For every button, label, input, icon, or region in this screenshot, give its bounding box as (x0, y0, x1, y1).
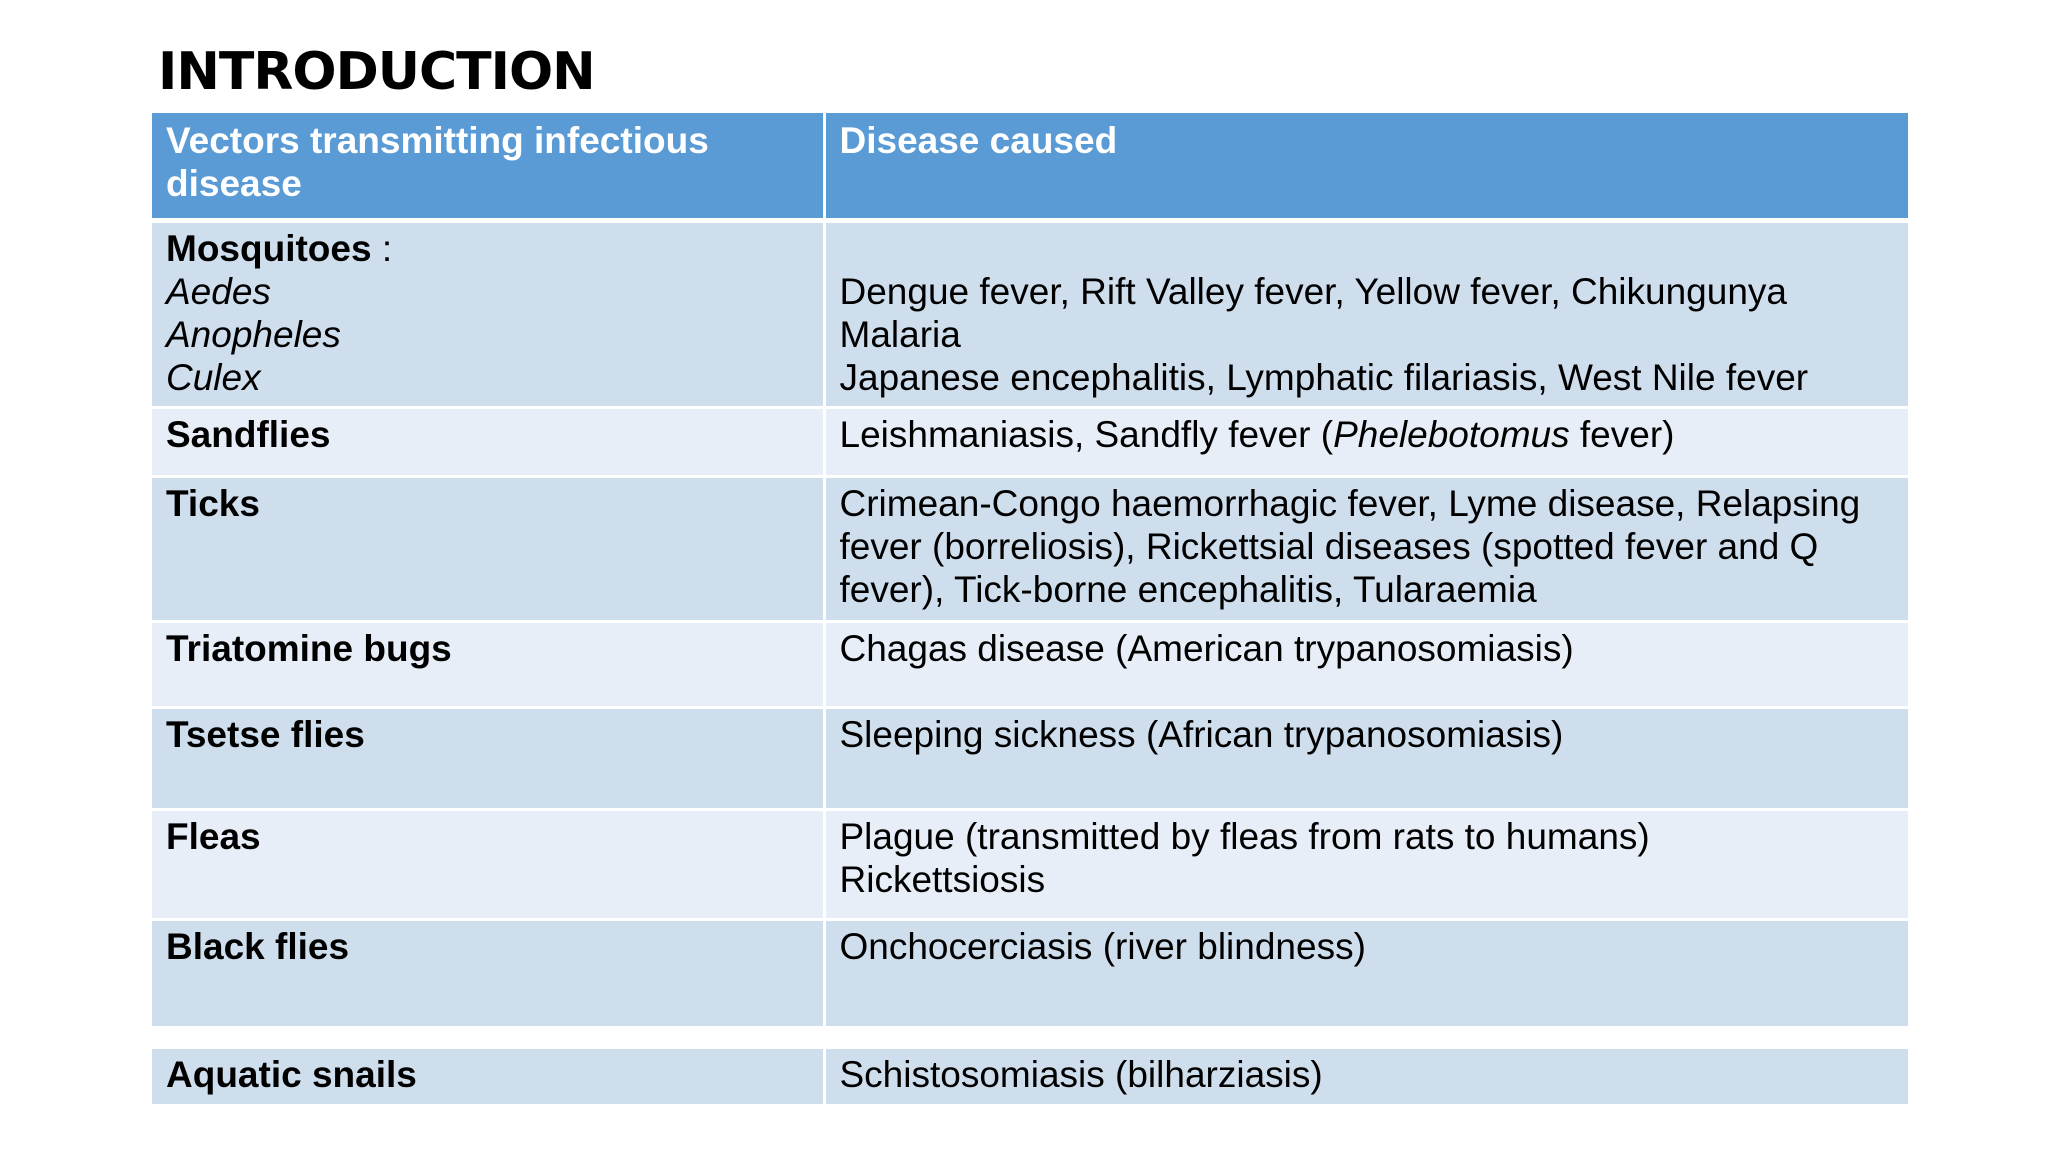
table-row-snails (152, 1049, 1908, 1105)
disease-cell-blackflies: Onchocerciasis (river blindness) (824, 919, 1908, 1027)
vector-disease-table (152, 113, 1908, 1107)
disease-culex: Japanese encephalitis, Lymphatic filariasis, West Nile fever (839, 356, 1809, 398)
disease-cell-mosquitoes (824, 220, 1908, 407)
table-row-triatomine (152, 621, 1908, 707)
vector-name-fleas: Fleas (166, 815, 261, 857)
disease-cell-ticks: Crimean-Congo haemorrhagic fever, Lyme disease, Relapsing fever (borreliosis), Rickettsial diseases (spotted fever and Q fever), Tick-borne encephalitis, Tularaemia (824, 476, 1908, 621)
vector-name-snails: Aquatic snails (166, 1054, 417, 1095)
vector-cell-tsetse (152, 707, 824, 809)
header-disease: Disease caused (824, 113, 1908, 220)
disease-sandflies-part1: Leishmaniasis, Sandfly fever ( (839, 413, 1334, 455)
table-row-sandflies (152, 407, 1908, 476)
table-spacer-row (152, 1027, 1908, 1049)
vector-cell-triatomine (152, 621, 824, 707)
disease-fleas-rickettsiosis: Rickettsiosis (839, 858, 1046, 900)
table-row-tsetse (152, 707, 1908, 809)
disease-aedes: Dengue fever, Rift Valley fever, Yellow fever, Chikungunya (839, 270, 1787, 312)
disease-anopheles: Malaria (839, 313, 961, 355)
disease-cell-tsetse: Sleeping sickness (African trypanosomiasis) (824, 707, 1908, 809)
slide-title: INTRODUCTION (158, 42, 595, 102)
vector-name-mosquitoes: Mosquitoes (166, 227, 372, 269)
table-row-mosquitoes (152, 220, 1908, 407)
table-row-ticks (152, 476, 1908, 621)
species-aedes: Aedes (166, 270, 271, 312)
table-row-fleas (152, 809, 1908, 919)
vector-name-tsetse: Tsetse flies (166, 713, 365, 755)
disease-cell-triatomine: Chagas disease (American trypanosomiasis) (824, 621, 1908, 707)
disease-cell-snails: Schistosomiasis (bilharziasis) (824, 1049, 1908, 1105)
vector-name-ticks: Ticks (166, 482, 260, 524)
vector-cell-blackflies (152, 919, 824, 1027)
header-vectors: Vectors transmitting infectious disease (152, 113, 824, 220)
disease-fleas-plague: Plague (transmitted by fleas from rats to humans) (839, 815, 1650, 857)
disease-cell-sandflies (824, 407, 1908, 476)
table-header-row (152, 113, 1908, 220)
vector-cell-fleas (152, 809, 824, 919)
table-row-blackflies (152, 919, 1908, 1027)
species-anopheles: Anopheles (166, 313, 341, 355)
vector-name-triatomine: Triatomine bugs (166, 627, 452, 669)
vector-cell-snails (152, 1049, 824, 1105)
disease-sandflies-italic: Phelebotomus (1333, 413, 1570, 455)
vector-name-blackflies: Black flies (166, 925, 350, 967)
vector-cell-mosquitoes (152, 220, 824, 407)
vector-name-sandflies: Sandflies (166, 413, 331, 455)
vector-cell-ticks (152, 476, 824, 621)
vector-cell-sandflies (152, 407, 824, 476)
species-culex: Culex (166, 356, 261, 398)
disease-sandflies-part2: fever) (1569, 413, 1675, 455)
disease-cell-fleas (824, 809, 1908, 919)
vector-suffix-mosquitoes: : (371, 227, 393, 269)
